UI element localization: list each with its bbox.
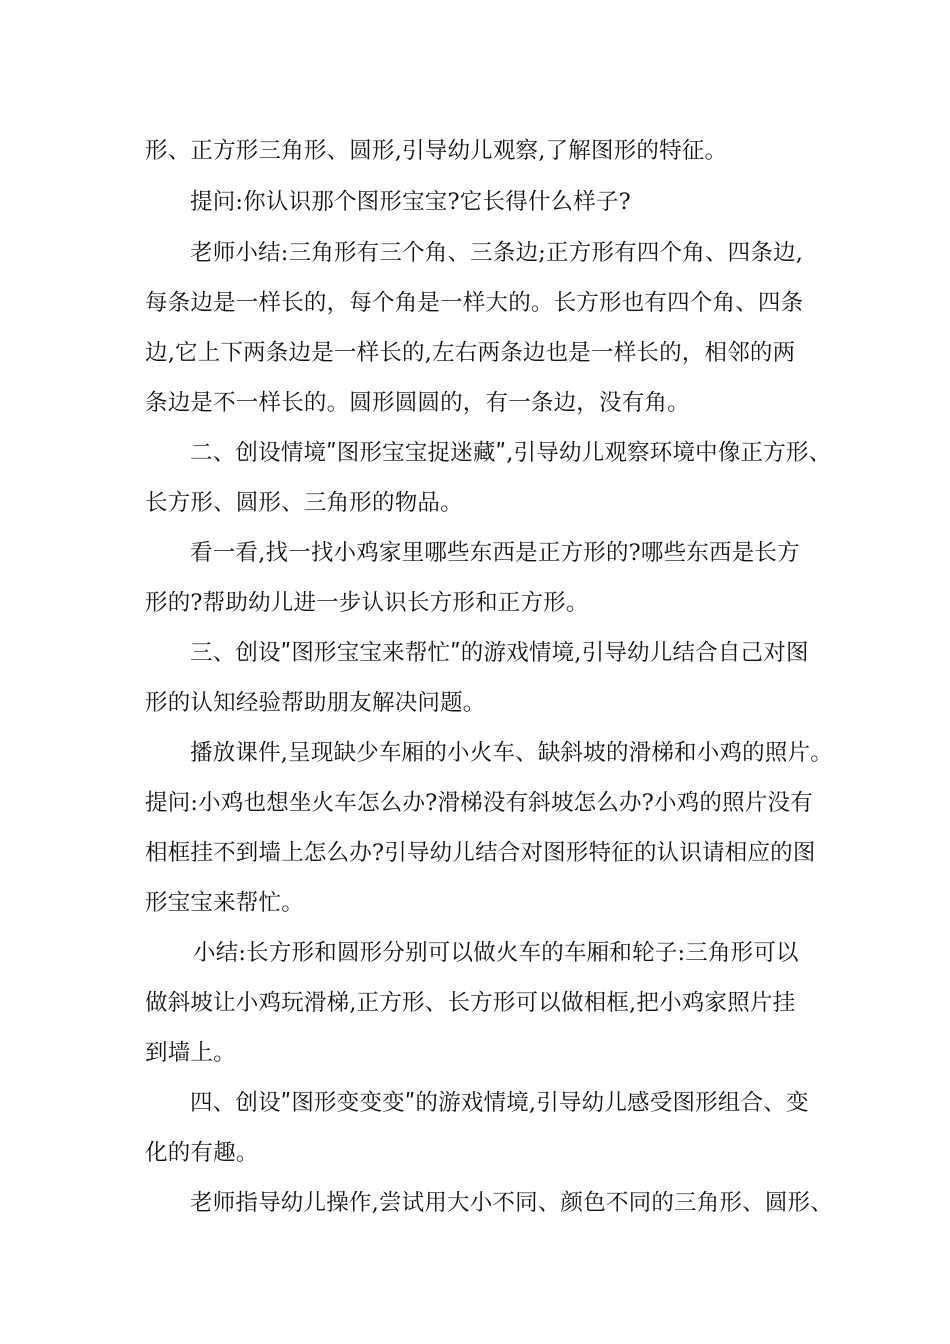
text-line-13: 播放课件,呈现缺少车厢的小火车、缺斜坡的滑梯和小鸡的照片。 (190, 740, 833, 766)
text-line-4: 每条边是一样长的，每个角是一样大的。长方形也有四个角、四条 (145, 290, 804, 316)
text-line-8: 长方形、圆形、三角形的物品。 (145, 490, 463, 516)
text-line-16: 形宝宝来帮忙。 (145, 890, 304, 916)
text-line-7: 二、创设情境ʺ图形宝宝捉迷藏ʺ,引导幼儿观察环境中像正方形、 (190, 440, 832, 466)
text-line-22: 老师指导幼儿操作,尝试用大小不同、颜色不同的三角形、圆形、 (190, 1190, 833, 1216)
text-line-21: 化的有趣。 (145, 1140, 259, 1166)
text-line-10: 形的?帮助幼儿进一步认识长方形和正方形。 (145, 590, 589, 616)
text-line-6: 条边是不一样长的。圆形圆圆的，有一条边，没有角。 (145, 390, 690, 416)
text-line-18: 做斜坡让小鸡玩滑梯,正方形、长方形可以做相框,把小鸡家照片挂 (145, 990, 796, 1016)
text-line-14: 提问:小鸡也想坐火车怎么办?滑梯没有斜坡怎么办?小鸡的照片没有 (145, 790, 813, 816)
text-line-15: 相框挂不到墙上怎么办?引导幼儿结合对图形特征的认识请相应的图 (145, 840, 816, 866)
text-line-19: 到墙上。 (145, 1040, 236, 1066)
text-line-3: 老师小结:三角形有三个角、三条边;正方形有四个角、四条边, (190, 240, 804, 266)
text-line-20: 四、创设ʺ图形变变变ʺ的游戏情境,引导幼儿感受图形组合、变 (190, 1090, 809, 1116)
text-line-11: 三、创设ʺ图形宝宝来帮忙ʺ的游戏情境,引导幼儿结合自己对图 (190, 640, 809, 666)
text-line-2: 提问:你认识那个图形宝宝?它长得什么样子? (190, 189, 631, 215)
text-line-12: 形的认知经验帮助朋友解决问题。 (145, 690, 486, 716)
text-line-5: 边,它上下两条边是一样长的,左右两条边也是一样长的，相邻的两 (145, 340, 796, 366)
text-line-9: 看一看,找一找小鸡家里哪些东西是正方形的?哪些东西是长方 (190, 540, 800, 566)
text-line-1: 形、正方形三角形、圆形,引导幼儿观察,了解图形的特征。 (145, 138, 728, 164)
text-line-17: 小结:长方形和圆形分别可以做火车的车厢和轮子:三角形可以 (193, 940, 799, 966)
